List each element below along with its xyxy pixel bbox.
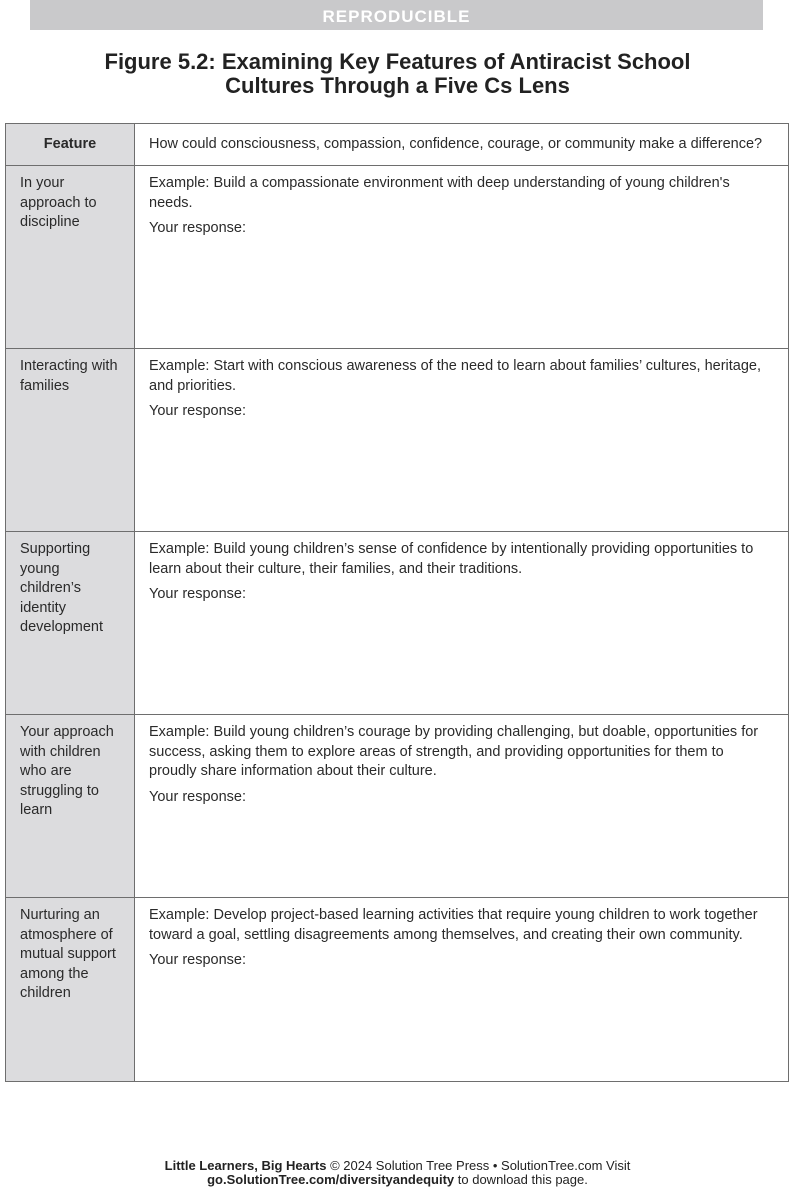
question-column-header: How could consciousness, compassion, confidence, courage, or community make a difference? [135,124,789,166]
reproducible-banner: REPRODUCIBLE [30,0,763,30]
response-label: Your response: [149,788,247,805]
example-text: Example: Develop project-based learning activities that require young children to work together toward a goal, settling disagreements among themselves, and creating their own community. [149,907,758,943]
example-text: Example: Build young children’s sense of confidence by intentionally providing opportunities to learn about their culture, their families, and their traditions. [149,541,754,577]
table-row [6,715,789,898]
response-label: Your response: [149,403,247,419]
response-cell[interactable] [135,898,789,1082]
feature-cell: In your approach to discipline [6,166,135,349]
feature-cell: Nurturing an atmosphere of mutual support among the children [6,898,135,1082]
table-row [6,349,789,532]
example-text: Example: Build a compassionate environment with deep understanding of young children's needs. [149,175,730,211]
download-suffix: to download this page. [454,1171,588,1187]
figure-title-line-1: Figure 5.2: Examining Key Features of Antiracist School [104,49,691,74]
response-label: Your response: [149,952,247,968]
feature-cell: Interacting with families [6,349,135,532]
feature-cell: Your approach with children who are struggling to learn [6,715,135,898]
response-cell[interactable] [135,532,789,715]
table-header-row [6,124,789,166]
example-text: Example: Start with conscious awareness of the need to learn about families’ cultures, heritage, and priorities. [149,358,762,394]
example-text: Example: Build young children’s courage by providing challenging, but doable, opportunities for success, asking them to explore areas of strength, and providing opportunities for them to proudly share information about their culture. [149,724,759,779]
feature-column-header: Feature [6,124,135,166]
response-cell[interactable] [135,349,789,532]
download-link[interactable]: go.SolutionTree.com/diversityandequity [207,1171,455,1187]
five-cs-table [5,123,789,1082]
table-row [6,166,789,349]
table-row [6,898,789,1082]
figure-title-line-2: Cultures Through a Five Cs Lens [225,73,570,98]
response-label: Your response: [149,586,247,602]
response-cell[interactable] [135,715,789,898]
book-title: Little Learners, Big Hearts [164,1158,327,1173]
table-row [6,532,789,715]
figure-title [30,50,765,98]
response-label: Your response: [149,220,247,236]
feature-cell: Supporting young children’s identity development [6,532,135,715]
copyright-text: © 2024 Solution Tree Press • SolutionTree.com Visit [326,1158,631,1173]
page-footer [150,1159,645,1186]
response-cell[interactable] [135,166,789,349]
